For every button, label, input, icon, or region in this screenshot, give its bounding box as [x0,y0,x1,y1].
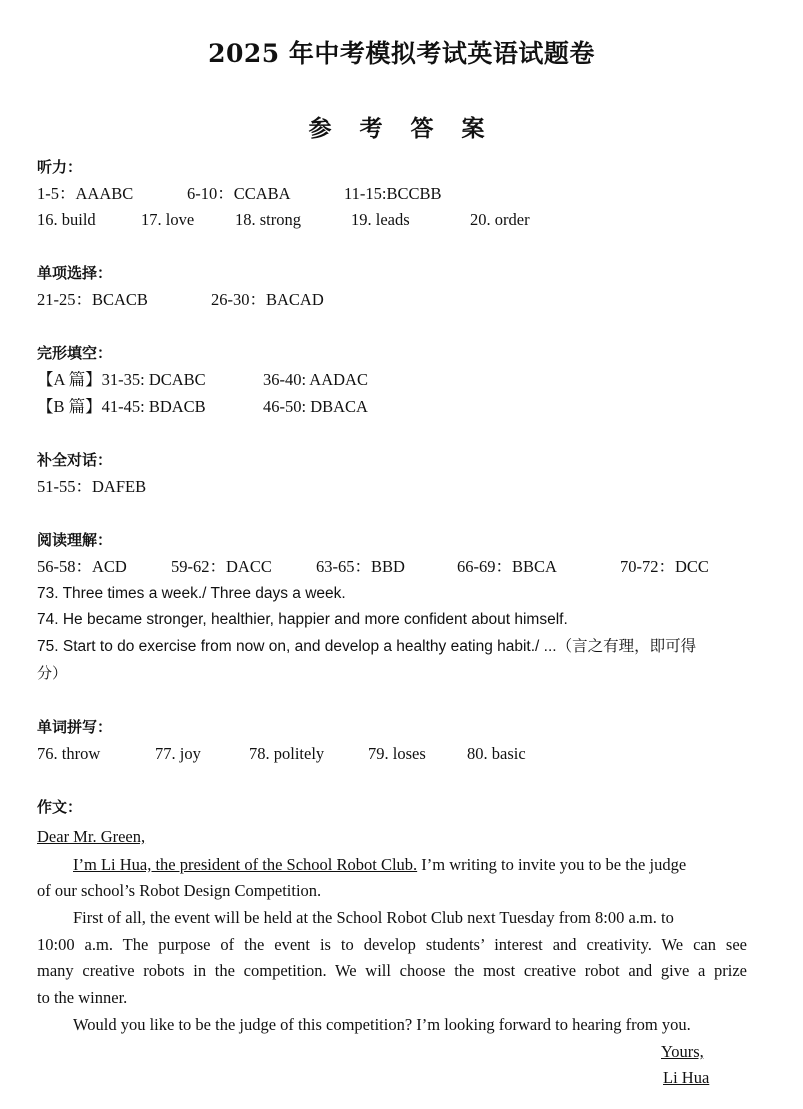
answer-cell: 70-72：DCC [620,557,709,576]
section-heading-single-choice: 单项选择： [37,264,113,282]
answer-cell: 56-58：ACD [37,557,127,576]
cloze-row-a [37,370,757,390]
letter-paragraph-1-line-1 [73,855,686,875]
letter-paragraph-3: Would you like to be the judge of this competition? I’m looking forward to hearing from you. [73,1015,691,1034]
section-heading-reading: 阅读理解： [37,531,113,549]
answer-cell: 78. politely [249,744,325,763]
answer-cell: 79. loses [368,744,426,763]
answer-cell: 59-62：DACC [171,557,272,576]
single-choice-row-1 [37,290,757,310]
answer-cell: 76. throw [37,744,101,763]
answer-cell: 46-50: DBACA [263,397,368,416]
answer-cell: 6-10：CCABA [187,184,291,203]
section-heading-cloze: 完形填空： [37,344,113,362]
cloze-row-b [37,397,757,417]
answer-cell: 16. build [37,210,96,229]
letter-paragraph-2-line-4: to the winner. [37,988,128,1007]
reading-answer-73: 73. Three times a week./ Three days a week. [37,585,346,602]
letter-salutation: Dear Mr. Green, [37,827,146,846]
letter-signature: Li Hua [663,1068,710,1087]
letter-closing: Yours, [661,1042,704,1061]
answer-cell: 63-65：BBD [316,557,405,576]
letter-intro-underlined: I’m Li Hua, the president of the School Robot Club. [73,855,418,874]
page-title: 2025 年中考模拟考试英语试题卷 [208,39,595,68]
answer-cell: 【B 篇】41-45: BDACB [37,397,206,416]
answer-cell: 【A 篇】31-35: DCABC [37,370,206,389]
answer-cell: 11-15:BCCBB [344,184,442,203]
answer-cell: 1-5：AAABC [37,184,134,203]
reading-row-1 [37,557,757,577]
answer-cell: 77. joy [155,744,201,763]
dialogue-row-1: 51-55：DAFEB [37,477,147,496]
letter-paragraph-2-line-2: 10:00 a.m. The purpose of the event is to develop students’ interest and creativity. We can see [37,935,747,954]
answer-cell: 18. strong [235,210,301,229]
answer-cell: 26-30：BACAD [211,290,324,309]
letter-paragraph-1-line-2: of our school’s Robot Design Competition. [37,881,322,900]
section-heading-writing: 作文： [37,798,83,816]
answer-cell: 19. leads [351,210,410,229]
section-heading-listening: 听力： [37,158,83,176]
listening-row-1 [37,184,757,204]
answer-cell: 17. love [141,210,195,229]
answer-cell: 20. order [470,210,530,229]
answer-cell: 21-25：BCACB [37,290,148,309]
reading-answer-74: 74. He became stronger, healthier, happier and more confident about himself. [37,611,568,628]
letter-paragraph-2-line-3: many creative robots in the competition. We will choose the most creative robot and give a prize [37,961,747,980]
listening-row-2 [37,210,757,230]
letter-intro-rest: I’m writing to invite you to be the judge [417,855,687,874]
section-heading-spelling: 单词拼写： [37,718,113,736]
letter-paragraph-2-line-1: First of all, the event will be held at the School Robot Club next Tuesday from 8:00 a.m. to [73,908,674,927]
answer-cell: 36-40: AADAC [263,370,368,389]
reading-answer-75: 75. Start to do exercise from now on, and develop a healthy eating habit./ ...（言之有理，即可得 [37,638,697,655]
spelling-row-1 [37,744,757,764]
page-subtitle: 参 考 答 案 [308,115,495,142]
reading-answer-75-cont: 分） [37,664,68,682]
answer-cell: 66-69：BBCA [457,557,557,576]
answer-cell: 80. basic [467,744,526,763]
section-heading-dialogue: 补全对话： [37,451,113,469]
